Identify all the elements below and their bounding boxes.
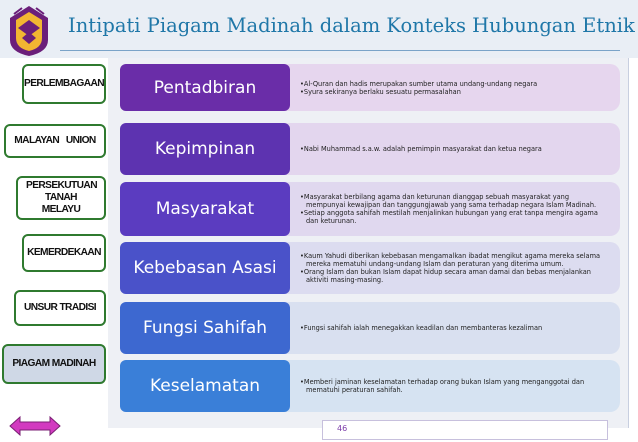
row-description [300, 360, 606, 412]
row-description [300, 302, 606, 354]
sidebar-item-persekutuan-tanah-melayu[interactable] [16, 176, 106, 220]
row-label: Fungsi Sahifah [120, 302, 290, 354]
sidebar-item-unsur-tradisi[interactable] [14, 290, 106, 326]
row-description [300, 182, 606, 236]
page-title: Intipati Piagam Madinah dalam Konteks Hubungan Etnik [68, 14, 635, 37]
row-point: •Orang Islam dan bukan Islam dapat hidup secara aman damai dan bebas menjalankan aktiviti masing-masing. [300, 268, 591, 284]
sidebar-item-label: PERSEKUTUAN TANAH MELAYU [26, 180, 97, 215]
row-description [300, 64, 606, 111]
row-masyarakat [120, 182, 620, 236]
title-divider [60, 50, 620, 51]
university-logo-icon [4, 4, 54, 58]
sidebar-item-label: UNSUR TRADISI [23, 302, 96, 313]
row-keselamatan [120, 360, 620, 412]
sidebar-item-label: PIAGAM MADINAH [12, 358, 96, 369]
sidebar-item-label: KEMERDEKAAN [27, 247, 101, 258]
row-label: Keselamatan [120, 360, 290, 412]
row-description [300, 242, 606, 294]
row-point: •Nabi Muhammad s.a.w. adalah pemimpin masyarakat dan ketua negara [300, 145, 542, 153]
sidebar-item-kemerdekaan[interactable] [22, 234, 106, 272]
row-point: •Al-Quran dan hadis merupakan sumber utama undang-undang negara [300, 79, 538, 88]
sidebar-item-malayan-union[interactable] [4, 124, 106, 158]
row-point: •Fungsi sahifah ialah menegakkan keadilan dan membanteras kezaliman [300, 324, 543, 332]
row-point: •Kaum Yahudi diberikan kebebasan mengamalkan ibadat mengikut agama mereka selama mereka mematuhi undang-undang Islam dan peraturan yang diterima umum. [300, 252, 601, 268]
row-pentadbiran [120, 64, 620, 111]
double-arrow-icon[interactable] [8, 414, 62, 438]
row-fungsi-sahifah [120, 302, 620, 354]
row-label: Masyarakat [120, 182, 290, 236]
row-kebebasan-asasi [120, 242, 620, 294]
panel-border [628, 58, 629, 428]
row-label: Kepimpinan [120, 123, 290, 175]
row-point: •Masyarakat berbilang agama dan keturunan dianggap sebuah masyarakat yang mempunyai kewajipan dan tanggungjawab yang sama terhadap negara Islam Madinah. [300, 193, 597, 209]
sidebar-nav [0, 58, 108, 442]
sidebar-item-perlembagaan[interactable] [22, 64, 106, 104]
row-label: Pentadbiran [120, 64, 290, 111]
row-description [300, 123, 606, 175]
row-point: •Syura sekiranya berlaku sesuatu permasalahan [300, 87, 461, 96]
sidebar-item-label: PERLEMBAGAAN [24, 78, 104, 89]
row-point: •Setiap anggota sahifah mestilah menjalinkan hubungan yang erat tanpa mengira agama dan keturunan. [300, 209, 598, 225]
row-kepimpinan [120, 123, 620, 175]
row-point: •Memberi jaminan keselamatan terhadap orang bukan Islam yang menganggotai dan mematuhi peraturan sahifah. [300, 378, 585, 394]
page-number: 46 [322, 420, 608, 440]
sidebar-item-label: MALAYAN UNION [14, 135, 96, 146]
sidebar-item-piagam-madinah[interactable] [2, 344, 106, 384]
row-label: Kebebasan Asasi [120, 242, 290, 294]
